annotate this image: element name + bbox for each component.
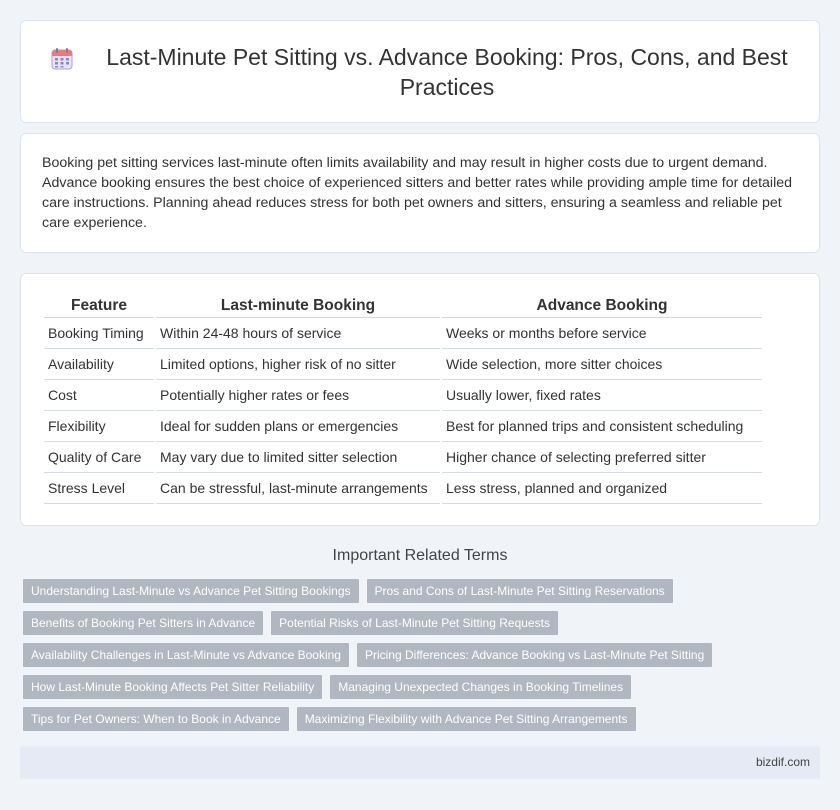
advance-cell: Less stress, planned and organized (442, 473, 762, 504)
last-minute-cell: May vary due to limited sitter selection (156, 442, 440, 473)
feature-cell: Flexibility (44, 411, 154, 442)
related-term-link[interactable]: How Last-Minute Booking Affects Pet Sitter Reliability (23, 675, 322, 699)
table-row (44, 473, 762, 504)
footer (20, 746, 820, 779)
advance-cell: Weeks or months before service (442, 318, 762, 349)
last-minute-cell: Can be stressful, last-minute arrangements (156, 473, 440, 504)
related-terms-list (23, 579, 723, 739)
related-term-link[interactable]: Pricing Differences: Advance Booking vs Last-Minute Pet Sitting (357, 643, 712, 667)
related-term-link[interactable]: Understanding Last-Minute vs Advance Pet Sitting Bookings (23, 579, 359, 603)
title-card (20, 20, 820, 123)
feature-cell: Availability (44, 349, 154, 380)
column-header-last-minute: Last-minute Booking (156, 296, 440, 318)
feature-cell: Booking Timing (44, 318, 154, 349)
column-header-advance: Advance Booking (442, 296, 762, 318)
related-term-link[interactable]: Availability Challenges in Last-Minute vs Advance Booking (23, 643, 349, 667)
tag-row (23, 675, 723, 699)
table-row (44, 349, 762, 380)
tag-row (23, 579, 723, 603)
last-minute-cell: Limited options, higher risk of no sitter (156, 349, 440, 380)
related-term-link[interactable]: Potential Risks of Last-Minute Pet Sitting Requests (271, 611, 558, 635)
last-minute-cell: Potentially higher rates or fees (156, 380, 440, 411)
tag-row (23, 611, 723, 635)
related-term-link[interactable]: Managing Unexpected Changes in Booking Timelines (330, 675, 631, 699)
comparison-card (20, 273, 820, 526)
tag-row (23, 707, 723, 731)
table-header-row (44, 296, 762, 318)
related-term-link[interactable]: Tips for Pet Owners: When to Book in Advance (23, 707, 289, 731)
table-row (44, 318, 762, 349)
page-title: Last-Minute Pet Sitting vs. Advance Booking: Pros, Cons, and Best Practices (106, 44, 788, 100)
column-header-feature: Feature (44, 296, 154, 318)
intro-card (20, 133, 820, 253)
related-term-link[interactable]: Maximizing Flexibility with Advance Pet Sitting Arrangements (297, 707, 636, 731)
advance-cell: Higher chance of selecting preferred sitter (442, 442, 762, 473)
table-row (44, 442, 762, 473)
feature-cell: Quality of Care (44, 442, 154, 473)
advance-cell: Usually lower, fixed rates (442, 380, 762, 411)
advance-cell: Wide selection, more sitter choices (442, 349, 762, 380)
last-minute-cell: Ideal for sudden plans or emergencies (156, 411, 440, 442)
intro-paragraph: Booking pet sitting services last-minute often limits availability and may result in higher costs due to urgent demand. Advance booking ensures the best choice of experienced sitters and better rates while providing ample time for detailed care instructions. Planning ahead reduces stress for both pet owners and sitters, ensuring a seamless and reliable pet care experience. (42, 155, 793, 231)
last-minute-cell: Within 24-48 hours of service (156, 318, 440, 349)
feature-cell: Cost (44, 380, 154, 411)
table-row (44, 380, 762, 411)
related-term-link[interactable]: Pros and Cons of Last-Minute Pet Sitting Reservations (367, 579, 673, 603)
related-term-link[interactable]: Benefits of Booking Pet Sitters in Advance (23, 611, 263, 635)
tag-row (23, 643, 723, 667)
advance-cell: Best for planned trips and consistent scheduling (442, 411, 762, 442)
calendar-icon (50, 47, 74, 71)
comparison-table (42, 296, 764, 504)
related-terms-heading: Important Related Terms (332, 547, 508, 564)
site-credit-link[interactable]: bizdif.com (755, 755, 810, 769)
table-row (44, 411, 762, 442)
feature-cell: Stress Level (44, 473, 154, 504)
